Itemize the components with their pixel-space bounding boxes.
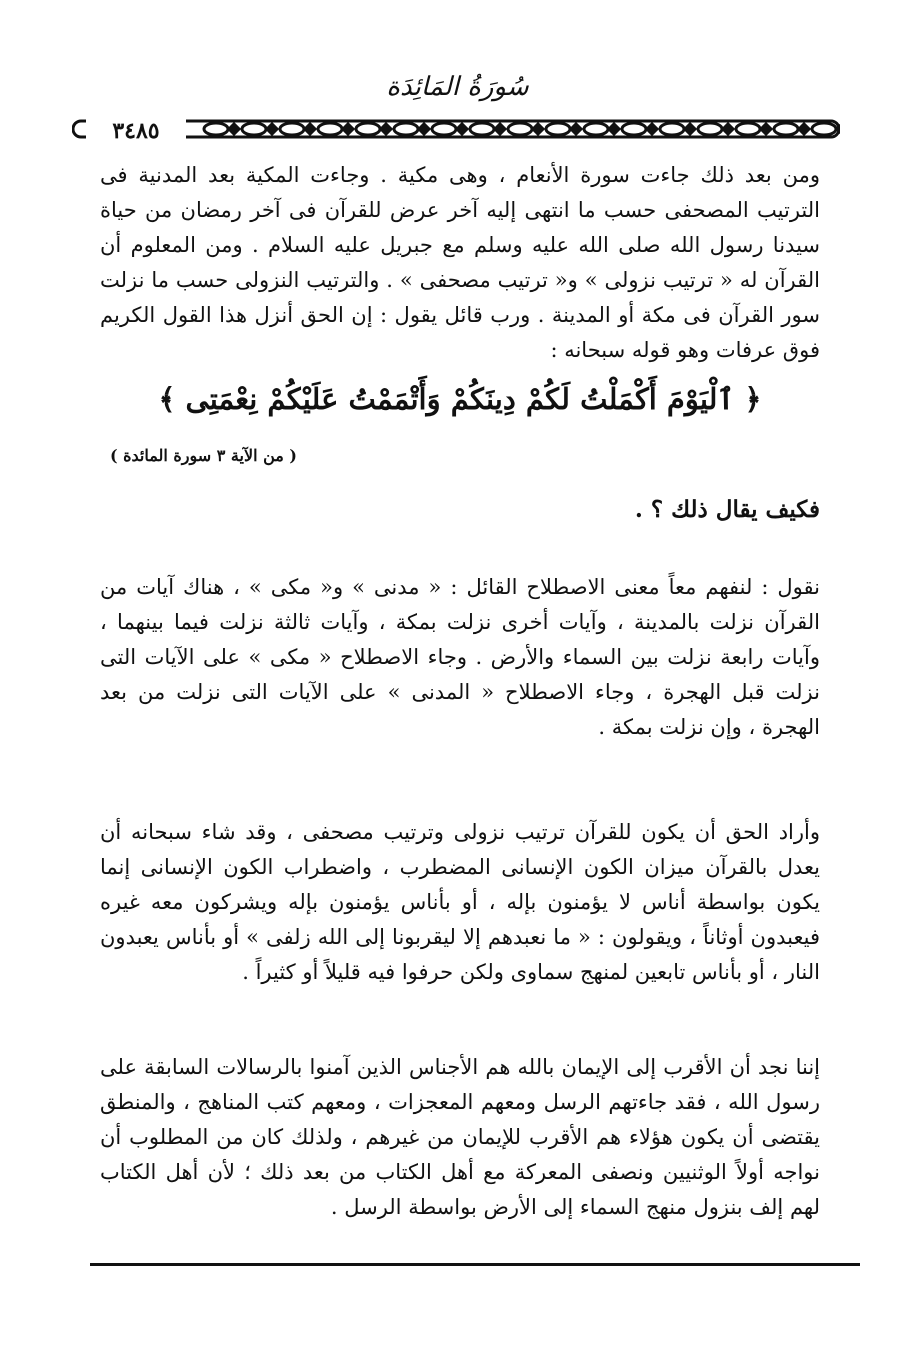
chain-link — [470, 123, 494, 135]
chain-diamond — [495, 124, 505, 134]
chain-diamond — [761, 124, 771, 134]
verse-reference: ( من الآية ٣ سورة المائدة ) — [110, 446, 297, 465]
surah-title: سُورَةُ المَائِدَة — [386, 72, 529, 102]
chain-link — [812, 123, 836, 135]
chain-link — [698, 123, 722, 135]
chain-diamond — [229, 124, 239, 134]
chain-diamond — [685, 124, 695, 134]
chain-diamond — [609, 124, 619, 134]
chain-diamond — [419, 124, 429, 134]
chain-link — [508, 123, 532, 135]
chain-link — [318, 123, 342, 135]
chain-diamond — [343, 124, 353, 134]
paragraph-2: نقول : لنفهم معاً معنى الاصطلاح القائل : « مدنى » و« مكى » ، هناك آيات من القرآن نزلت بالمدينة ، وآيات أخرى نزلت بمكة ، وآيات ثالثة نزلت فيما بينهما ، وآيات رابعة نزلت بين السماء والأرض . وجاء الاصطلاح « مكى » على الآيات التى نزلت قبل الهجرة ، وجاء الاصطلاح « المدنى » على الآيات التى نزلت من بعد الهجرة ، وإن نزلت بمكة . — [100, 575, 820, 739]
paragraph-3: وأراد الحق أن يكون للقرآن ترتيب نزولى وترتيب مصحفى ، وقد شاء سبحانه أن يعدل بالقرآن ميزان الكون الإنسانى المضطرب ، واضطراب الكون الإنسانى إنما يكون بواسطة أناس لا يؤمنون بإله ، أو بأناس يؤمنون بإله ويشركون معه غيره فيعبدون أوثاناً ، ويقولون : « ما نعبدهم إلا ليقربونا إلى الله زلفى » أو بأناس يعبدون النار ، أو بأناس تابعين لمنهج سماوى ولكن حرفوا فيه قليلاً أو كثيراً . — [100, 820, 820, 984]
ornamental-border — [72, 116, 840, 142]
chain-link — [622, 123, 646, 135]
chain-link — [204, 123, 228, 135]
chain-link — [546, 123, 570, 135]
chain-link — [432, 123, 456, 135]
paragraph-4: إننا نجد أن الأقرب إلى الإيمان بالله هم الأجناس الذين آمنوا بالرسالات السابقة على رسول الله ، فقد جاءتهم الرسل ومعهم المعجزات ، ومعهم كتب المناهج ، والمنطق يقتضى أن يكون هؤلاء هم الأقرب للإيمان من غيرهم ، ولذلك كان من المطلوب أن نواجه أولاً الوثنيين ونصفى المعركة مع أهل الكتاب من بعد ذلك ؛ لأن أهل الكتاب لهم إلف بنزول منهج السماء إلى الأرض بواسطة الرسل . — [100, 1055, 820, 1219]
chain-link — [774, 123, 798, 135]
chain-diamond — [267, 124, 277, 134]
quran-verse: ﴿ ٱلْيَوْمَ أَكْمَلْتُ لَكُمْ دِينَكُمْ وَأَتْمَمْتُ عَلَيْكُمْ نِعْمَتِى ﴾ — [158, 382, 762, 416]
chain-link — [280, 123, 304, 135]
chain-link — [356, 123, 380, 135]
chain-diamond — [381, 124, 391, 134]
chain-diamond — [723, 124, 733, 134]
chain-link — [736, 123, 760, 135]
bottom-rule — [90, 1263, 860, 1266]
chain-diamond — [647, 124, 657, 134]
paragraph-1: ومن بعد ذلك جاءت سورة الأنعام ، وهى مكية . وجاءت المكية بعد المدنية فى الترتيب المصحفى حسب ما انتهى إليه آخر عرض للقرآن فى آخر رمضان من حياة سيدنا رسول الله صلى الله عليه وسلم مع جبريل عليه السلام . ومن المعلوم أن القرآن له « ترتيب نزولى » و« ترتيب مصحفى » . والترتيب النزولى حسب ما نزلت سور القرآن فى مكة أو المدينة . ورب قائل يقول : إن الحق أنزل هذا القول الكريم فوق عرفات وهو قوله سبحانه : — [100, 163, 820, 362]
page-number: ٣٤٨٥ — [86, 118, 186, 144]
chain-link — [394, 123, 418, 135]
chain-diamond — [457, 124, 467, 134]
chain-link — [242, 123, 266, 135]
chain-link — [660, 123, 684, 135]
chain-diamond — [571, 124, 581, 134]
question-line: فكيف يقال ذلك ؟ . — [634, 496, 820, 523]
chain-diamond — [533, 124, 543, 134]
chain-diamond — [305, 124, 315, 134]
chain-link — [584, 123, 608, 135]
chain-diamond — [799, 124, 809, 134]
